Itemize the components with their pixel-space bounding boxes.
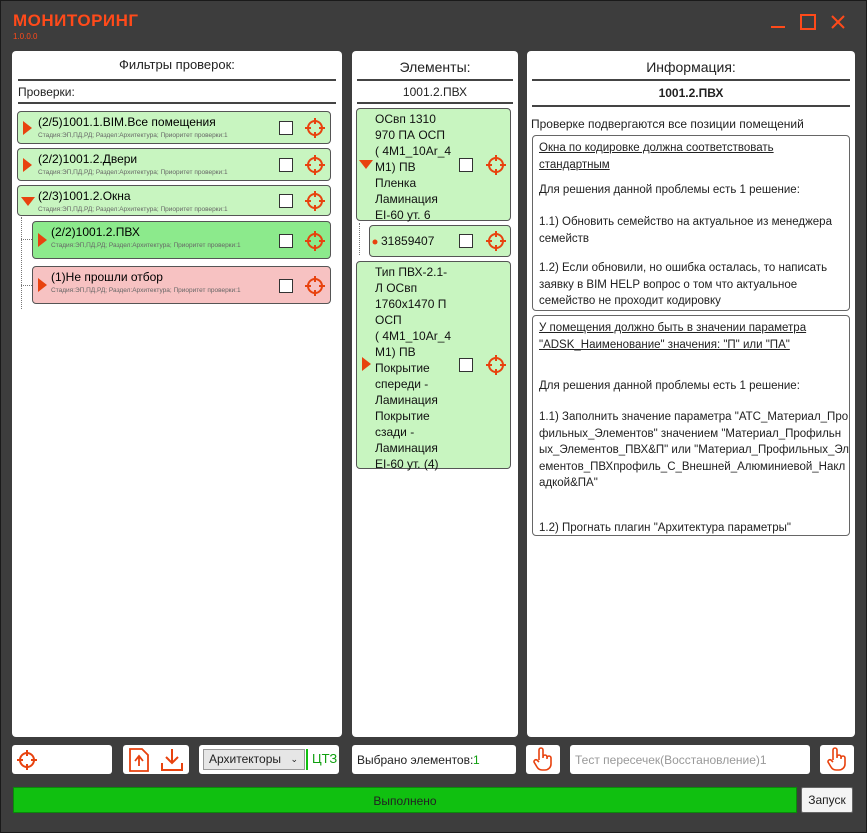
discipline-group xyxy=(199,745,339,774)
target-icon xyxy=(16,749,38,771)
expand-arrow-icon[interactable] xyxy=(362,357,371,371)
export-report-icon[interactable] xyxy=(127,747,151,773)
tree-line xyxy=(21,217,22,309)
issue-title: Окна по кодировке должна соответствовать стандартным xyxy=(539,142,774,171)
element-item-text: ОСвп 1310 970 ПА ОСП ( 4М1_10Ar_4 М1) ПВ Пленка Ламинация EI-60 ут. 6 xyxy=(375,112,452,222)
target-icon[interactable] xyxy=(485,354,507,376)
elements-group-label: 1001.2.ПВХ xyxy=(402,85,468,99)
element-checkbox[interactable] xyxy=(459,358,473,372)
check-item-meta: Стадия:ЭП,ПД,РД; Раздел:Архитектура; Приоритет проверки:1 xyxy=(51,242,241,249)
check-item[interactable] xyxy=(17,111,331,144)
check-item-checkbox[interactable] xyxy=(279,158,293,172)
close-button[interactable] xyxy=(826,11,850,35)
target-icon[interactable] xyxy=(304,190,326,212)
selected-count: 1 xyxy=(473,753,480,767)
close-icon xyxy=(827,11,849,33)
element-item-text: Тип ПВХ-2.1- Л ОСвп 1760х1470 П ОСП ( 4М1_10Ar_4 М1) ПВ Покрытие спереди - Ламинация Покрытие сзади - Ламинация EI-60 ут. (4) xyxy=(375,265,452,471)
issue-step: 1.2) Если обновили, но ошибка осталась, то написать заявку в BIM HELP вопрос о том что актуальное семейство не проходит кодировку xyxy=(539,262,828,307)
issue-title: У помещения должно быть в значении параметра "ADSK_Наименование" значения: "П" или "ПА" xyxy=(539,322,807,351)
expand-arrow-icon[interactable] xyxy=(38,278,47,292)
minimize-button[interactable] xyxy=(766,11,790,35)
maximize-icon xyxy=(797,11,819,33)
run-button[interactable]: Запуск xyxy=(801,787,853,813)
info-header: Информация: xyxy=(646,59,736,75)
progress-bar xyxy=(13,787,797,813)
download-icon[interactable] xyxy=(159,747,185,773)
collapse-arrow-icon[interactable] xyxy=(21,197,35,206)
app-title: МОНИТОРИНГ xyxy=(13,11,139,30)
check-item-name: (2/5)1001.1.BIM.Все помещения xyxy=(38,115,216,129)
divider xyxy=(532,105,850,107)
divider xyxy=(18,102,336,104)
divider xyxy=(18,79,336,81)
target-icon[interactable] xyxy=(304,275,326,297)
selected-count-box xyxy=(352,745,516,774)
check-item-checkbox[interactable] xyxy=(279,234,293,248)
checks-label: Проверки: xyxy=(18,85,75,99)
expand-arrow-icon[interactable] xyxy=(23,121,32,135)
target-icon[interactable] xyxy=(485,154,507,176)
check-item-meta: Стадия:ЭП,ПД,РД; Раздел:Архитектура; Приоритет проверки:1 xyxy=(51,287,241,294)
export-import-group xyxy=(123,745,189,774)
expand-arrow-icon[interactable] xyxy=(23,158,32,172)
check-item-name: (1)Не прошли отбор xyxy=(51,270,163,284)
issue-block xyxy=(532,135,850,311)
discipline-select-value: Архитекторы xyxy=(209,752,281,766)
check-item[interactable] xyxy=(17,148,331,181)
filters-panel xyxy=(12,51,342,737)
check-item-meta: Стадия:ЭП,ПД,РД; Раздел:Архитектура; Приоритет проверки:1 xyxy=(38,169,228,176)
filters-header: Фильтры проверок: xyxy=(119,57,235,72)
check-item-name: (2/2)1001.2.Двери xyxy=(38,152,138,166)
tree-line xyxy=(21,239,32,240)
check-item-checkbox[interactable] xyxy=(279,194,293,208)
target-icon[interactable] xyxy=(304,154,326,176)
chevron-down-icon: ⌄ xyxy=(290,754,298,764)
info-group-label: 1001.2.ПВХ xyxy=(658,86,724,100)
element-checkbox[interactable] xyxy=(459,234,473,248)
issue-solution-count: Для решения данной проблемы есть 1 решение: xyxy=(539,184,800,196)
check-item-failed[interactable] xyxy=(32,266,331,304)
target-icon[interactable] xyxy=(304,230,326,252)
issue-step: 1.1) Обновить семейство на актуальное из менеджера семейств xyxy=(539,216,832,245)
issue-solution-count: Для решения данной проблемы есть 1 решение: xyxy=(539,380,800,392)
locate-button[interactable] xyxy=(12,745,112,774)
divider xyxy=(532,79,850,81)
test-input-text: Тест пересечек(Восстановление)1 xyxy=(575,753,767,767)
check-item-checkbox[interactable] xyxy=(279,279,293,293)
selected-label: Выбрано элементов: xyxy=(357,753,474,767)
test-run-button[interactable] xyxy=(820,745,854,774)
check-item-meta: Стадия:ЭП,ПД,РД; Раздел:Архитектура; Приоритет проверки:1 xyxy=(38,132,228,139)
divider xyxy=(357,102,513,104)
tree-line xyxy=(21,285,32,286)
progress-text: Выполнено xyxy=(373,794,437,808)
minimize-icon xyxy=(767,11,789,33)
hand-pointer-icon xyxy=(825,747,849,772)
collapse-arrow-icon[interactable] xyxy=(359,160,373,169)
hand-pointer-icon xyxy=(531,747,555,772)
check-item-name: (2/3)1001.2.Окна xyxy=(38,189,131,203)
elements-header: Элементы: xyxy=(399,59,471,75)
element-checkbox[interactable] xyxy=(459,158,473,172)
expand-arrow-icon[interactable] xyxy=(38,233,47,247)
issue-block xyxy=(532,315,850,536)
issue-step: 1.2) Прогнать плагин "Архитектура параметры" xyxy=(539,522,791,534)
check-item-name: (2/2)1001.2.ПВХ xyxy=(51,225,140,239)
app-version: 1.0.0.0 xyxy=(13,32,38,41)
check-item-meta: Стадия:ЭП,ПД,РД; Раздел:Архитектура; Приоритет проверки:1 xyxy=(38,206,228,213)
title-bar xyxy=(1,1,866,45)
bullet-icon xyxy=(372,239,378,245)
divider xyxy=(357,79,513,81)
test-input[interactable] xyxy=(570,745,810,774)
maximize-button[interactable] xyxy=(796,11,820,35)
element-item[interactable] xyxy=(356,261,511,469)
check-item-selected[interactable] xyxy=(32,221,331,259)
elements-panel xyxy=(352,51,518,737)
divider xyxy=(306,749,308,770)
target-icon[interactable] xyxy=(485,230,507,252)
target-icon[interactable] xyxy=(304,117,326,139)
discipline-select[interactable] xyxy=(203,749,305,770)
info-intro: Проверке подвергаются все позиции помещений xyxy=(531,117,804,131)
ctz-label[interactable]: ЦТЗ xyxy=(312,751,338,766)
select-elements-button[interactable] xyxy=(526,745,560,774)
info-panel xyxy=(527,51,855,737)
check-item[interactable] xyxy=(17,185,331,216)
tree-line xyxy=(359,223,360,255)
element-item[interactable] xyxy=(369,225,511,257)
issue-step: 1.1) Заполнить значение параметра "АТС_Материал_Профильных_Элементов" значением "Материал_Профильных_Элементов_ПВХ&П" или "Материал_Профильных_Элементов_ПВХпрофиль_С_Внешней_Алюминиевой_Накладкой&ПА" xyxy=(539,411,849,489)
element-item[interactable] xyxy=(356,108,511,221)
check-item-checkbox[interactable] xyxy=(279,121,293,135)
element-item-text: 31859407 xyxy=(381,234,435,248)
